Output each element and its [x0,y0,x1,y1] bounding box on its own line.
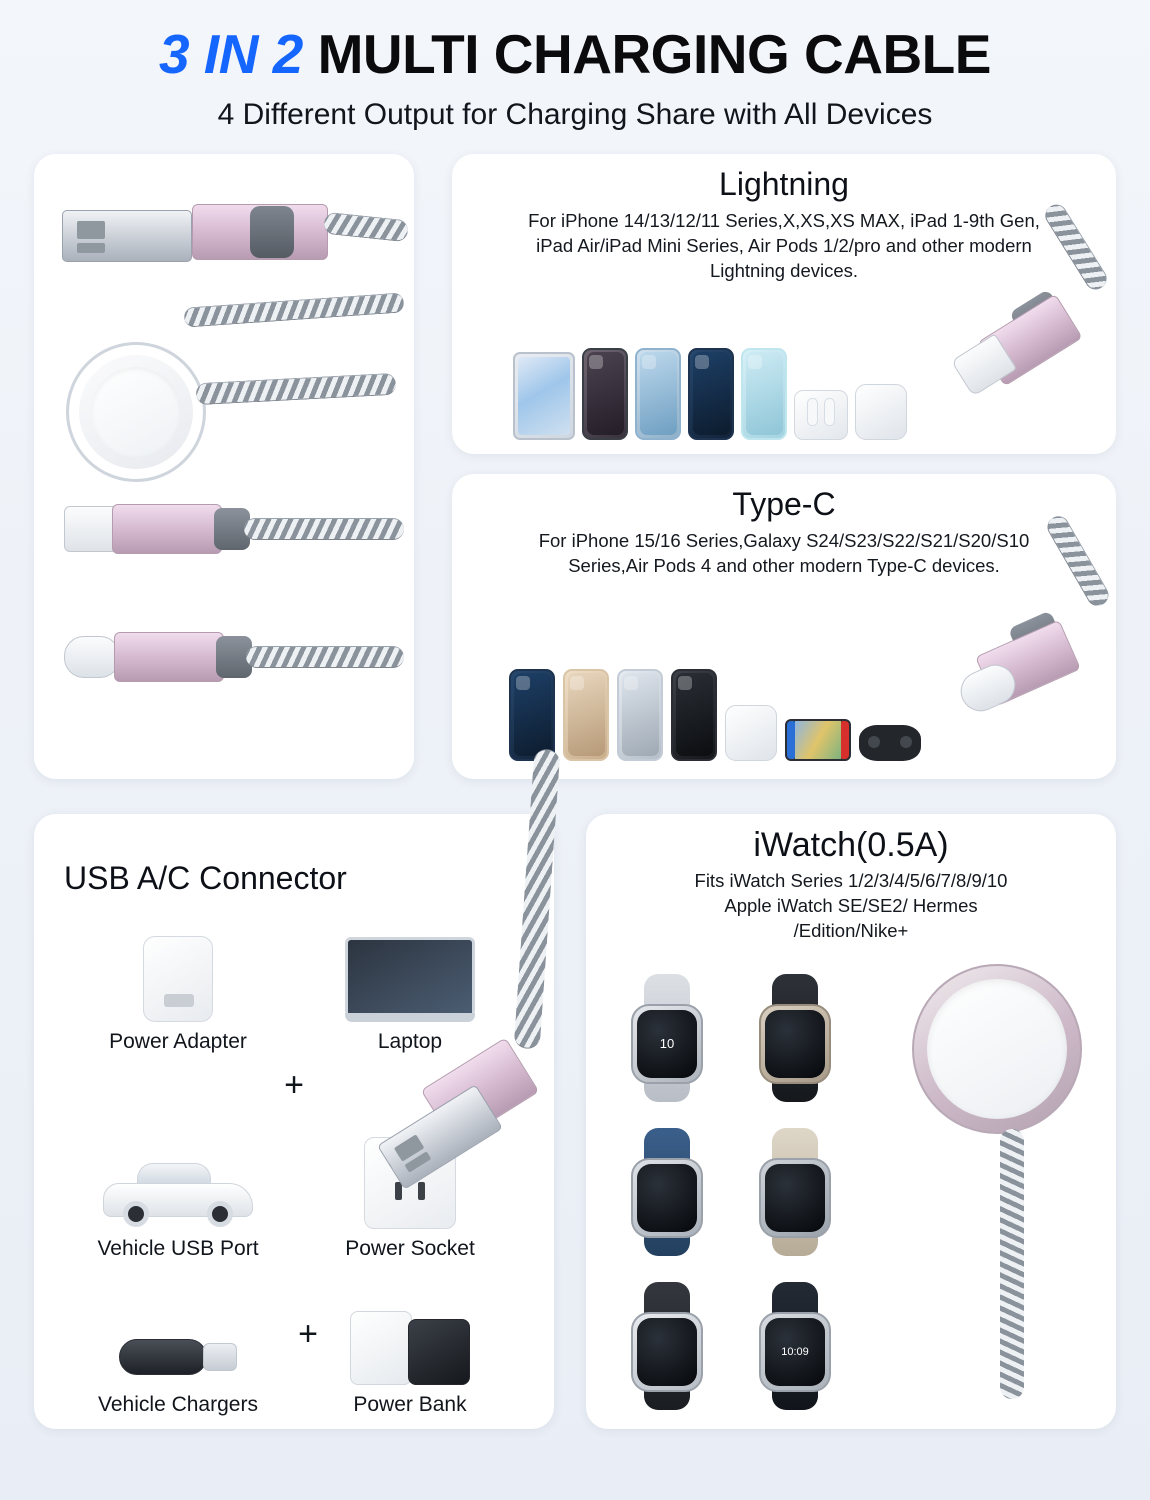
apple-watch-ultra-icon [742,974,848,1102]
apple-watch-leather-icon [614,1282,720,1410]
iwatch-desc-line-3: /Edition/Nike+ [793,919,909,941]
usb-item-vehicle-port [62,1117,294,1261]
airpods-pro-case-icon [855,384,907,440]
lightning-tip-icon [64,506,118,552]
usb-ac-connector-large-icon [414,889,594,1309]
page-header [0,0,1150,132]
power-bank-label: Power Bank [353,1392,467,1416]
iphone-15-pro-icon [509,669,555,761]
usb-a-slot [77,221,105,239]
usb-connector-title: USB A/C Connector [64,859,347,896]
airpods-icon [794,390,848,440]
iwatch-card-head [586,814,1116,865]
lightning-device-row [470,348,950,440]
car-charger-icon [119,1329,237,1385]
typec-plug-body [114,632,224,682]
iwatch-card [586,814,1116,1429]
gamepad-icon [859,725,921,761]
typec-title: Type-C [732,485,836,522]
page-subtitle: 4 Different Output for Charging Share with All Devices [217,97,933,131]
usb-c-tip [250,206,294,258]
typec-card-head [452,474,1116,523]
iwatch-charger-cable [1000,1129,1024,1399]
car-icon [103,1159,253,1229]
galaxy-s23-icon [671,669,717,761]
typec-description: For iPhone 15/16 Series,Galaxy S24/S23/S22/S21/S20/S10 Series,Air Pods 4 and other modern Type-C devices. [538,529,1030,576]
iwatch-models [614,974,852,1410]
page-title [0,23,1150,85]
usb-connector-card [34,814,554,1429]
nintendo-switch-icon [785,719,851,761]
usb-item-vehicle-charger [62,1273,318,1417]
cable-braid-typec [246,646,404,668]
power-adapter-label: Power Adapter [109,1029,247,1053]
apple-watch-series-9-icon [614,1128,720,1256]
lightning-card-head [452,154,1116,203]
cable-braid-top [323,211,409,242]
apple-watch-nike-icon [614,974,720,1102]
usb-a-connector-icon [62,210,192,262]
lightning-description: For iPhone 14/13/12/11 Series,X,XS,XS MAX, iPad 1-9th Gen, iPad Air/iPad Mini Series, Air Pods 1/2/pro and other modern Lightning devices. [528,209,1040,281]
iphone-14-pro-icon [582,348,628,440]
iwatch-charger-puck-icon [912,964,1082,1134]
title-accent: 3 IN 2 [159,23,303,85]
iwatch-desc-line-2: Apple iWatch SE/SE2/ Hermes [724,894,978,916]
lightning-plug-body [112,504,222,554]
power-bank-icon [350,1311,470,1385]
lightning-connector-large-icon [980,240,1100,390]
iwatch-description [586,865,1116,944]
lightning-card [452,154,1116,454]
cable-braid-lightning [244,518,404,540]
iwatch-title: iWatch(0.5A) [753,825,949,864]
iwatch-desc-line-1: Fits iWatch Series 1/2/3/4/5/6/7/8/9/10 [694,869,1008,891]
usb-item-power-adapter [62,910,294,1054]
apple-watch-sport-icon [742,1282,848,1410]
typec-connector-large-icon [980,552,1100,712]
cable-braid-puck [196,373,397,405]
lightning-title: Lightning [719,165,849,202]
airpods-4-icon [725,705,777,761]
cable-overview-card [34,154,414,779]
title-rest: MULTI CHARGING CABLE [302,23,991,85]
ipad-icon [513,352,575,440]
vehicle-usb-port-label: Vehicle USB Port [97,1236,259,1260]
watch-face-text-6: 10:09 [765,1318,825,1386]
galaxy-s24-ultra-icon [617,669,663,761]
laptop-label: Laptop [377,1029,443,1053]
cable-braid-loop [184,292,405,327]
vehicle-chargers-label: Vehicle Chargers [98,1392,258,1416]
power-socket-label: Power Socket [345,1236,475,1260]
typec-card [452,474,1116,779]
typec-device-row [470,669,960,761]
apple-watch-ultra-2-icon [742,1128,848,1256]
typec-tip-icon [64,636,120,678]
iphone-13-pro-icon [635,348,681,440]
power-adapter-icon [143,936,213,1022]
iphone-12-icon [741,348,787,440]
magnetic-watch-puck-icon [66,342,206,482]
plus-separator-2: + [298,1314,318,1353]
plus-separator-1: + [284,1065,304,1104]
iphone-13-icon [688,348,734,440]
watch-face-text-1: 10 [637,1010,697,1078]
iphone-16-icon [563,669,609,761]
